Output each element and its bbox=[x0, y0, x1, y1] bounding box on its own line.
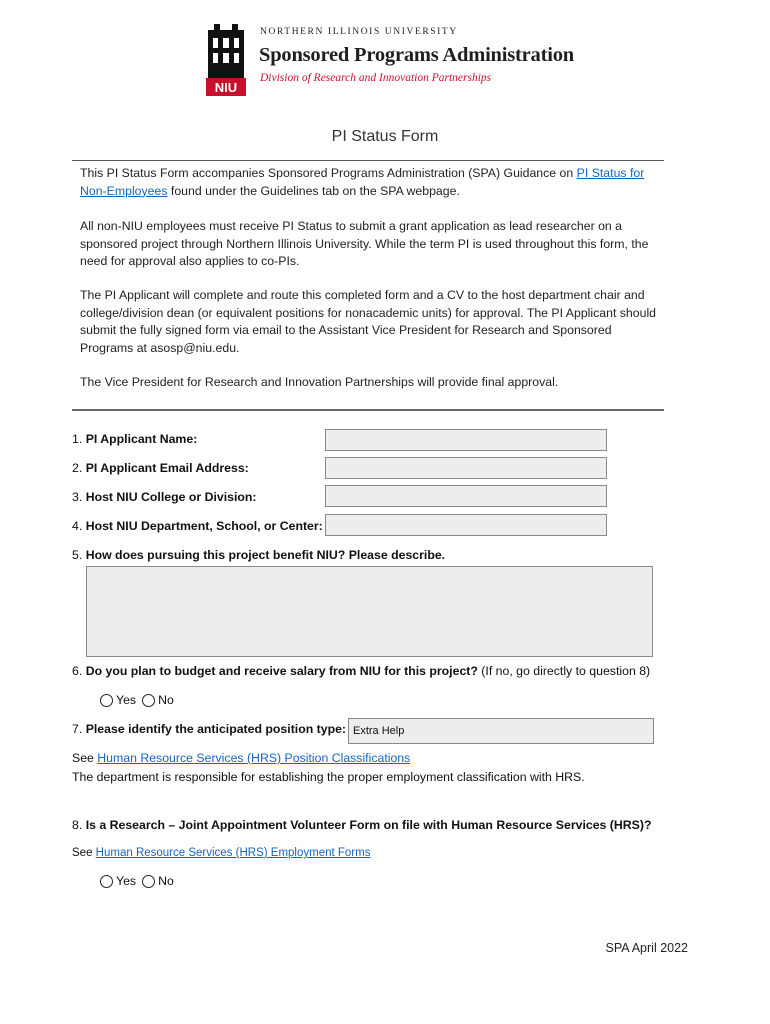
q6-label: 6. Do you plan to budget and receive salary from NIU for this project? (If no, go directly to question 8) bbox=[72, 664, 651, 678]
division-name: Division of Research and Innovation Partnerships bbox=[260, 72, 492, 84]
q3-label: 3. Host NIU College or Division: bbox=[72, 490, 257, 504]
office-name: Sponsored Programs Administration bbox=[259, 44, 574, 66]
intro-paragraph-3: The PI Applicant will complete and route this completed form and a CV to the host department chair and college/division dean (or equivalent positions for nonacademic units) for approval. The PI Applicant should submit the fully signed form via email to the Assistant Vice President for Research and Sponsored Programs at asosp@niu.edu. bbox=[80, 288, 657, 355]
radio-button[interactable] bbox=[100, 694, 113, 707]
divider bbox=[72, 409, 664, 411]
radio-button[interactable] bbox=[142, 694, 155, 707]
project-benefit-textarea[interactable] bbox=[86, 566, 653, 657]
q6-radio-group bbox=[100, 693, 180, 707]
position-type-select[interactable]: Extra Help bbox=[348, 718, 654, 744]
q6-no-option[interactable]: No bbox=[142, 693, 174, 707]
pi-applicant-name-input[interactable] bbox=[325, 429, 607, 451]
radio-button[interactable] bbox=[142, 875, 155, 888]
q4-label: 4. Host NIU Department, School, or Center: bbox=[72, 519, 323, 533]
pi-applicant-email-input[interactable] bbox=[325, 457, 607, 479]
niu-seal-icon bbox=[204, 20, 248, 98]
q7-label: 7. Please identify the anticipated position type: bbox=[72, 722, 347, 736]
q8-see-line: See Human Resource Services (HRS) Employment Forms bbox=[72, 847, 371, 859]
q8-label: 8. Is a Research – Joint Appointment Volunteer Form on file with Human Resource Services (HRS)? bbox=[72, 818, 652, 832]
q8-no-option[interactable]: No bbox=[142, 874, 174, 888]
q1-label: 1. PI Applicant Name: bbox=[72, 432, 198, 446]
radio-button[interactable] bbox=[100, 875, 113, 888]
q6-yes-option[interactable]: Yes bbox=[100, 693, 136, 707]
q8-yes-option[interactable]: Yes bbox=[100, 874, 136, 888]
intro-paragraph-4: The Vice President for Research and Innovation Partnerships will provide final approval. bbox=[80, 375, 559, 389]
page-title: PI Status Form bbox=[331, 128, 439, 145]
footer-version: SPA April 2022 bbox=[605, 941, 688, 955]
svg-text:NIU: NIU bbox=[214, 80, 238, 95]
host-college-input[interactable] bbox=[325, 485, 607, 507]
q5-label: 5. How does pursuing this project benefit NIU? Please describe. bbox=[72, 548, 446, 562]
q2-label: 2. PI Applicant Email Address: bbox=[72, 461, 249, 475]
hrs-employment-forms-link[interactable]: Human Resource Services (HRS) Employment Forms bbox=[95, 847, 371, 859]
q7-note: The department is responsible for establishing the proper employment classification with HRS. bbox=[72, 770, 585, 784]
host-department-input[interactable] bbox=[325, 514, 607, 536]
divider bbox=[72, 160, 664, 161]
pi-status-guidance-link[interactable]: PI Status for Non-Employees bbox=[80, 166, 645, 198]
q7-see-line: See Human Resource Services (HRS) Position Classifications bbox=[72, 751, 411, 765]
hrs-position-classifications-link[interactable]: Human Resource Services (HRS) Position Classifications bbox=[97, 751, 411, 765]
university-name: NORTHERN ILLINOIS UNIVERSITY bbox=[260, 27, 458, 37]
intro-paragraph-1: This PI Status Form accompanies Sponsored Programs Administration (SPA) Guidance on PI Status for Non-Employees found under the Guidelines tab on the SPA webpage. bbox=[80, 166, 645, 198]
intro-paragraph-2: All non-NIU employees must receive PI Status to submit a grant application as lead researcher on a sponsored project through Northern Illinois University. While the term PI is used throughout this form, the need for approval also applies to co-PIs. bbox=[80, 219, 649, 268]
q8-radio-group bbox=[100, 874, 180, 888]
